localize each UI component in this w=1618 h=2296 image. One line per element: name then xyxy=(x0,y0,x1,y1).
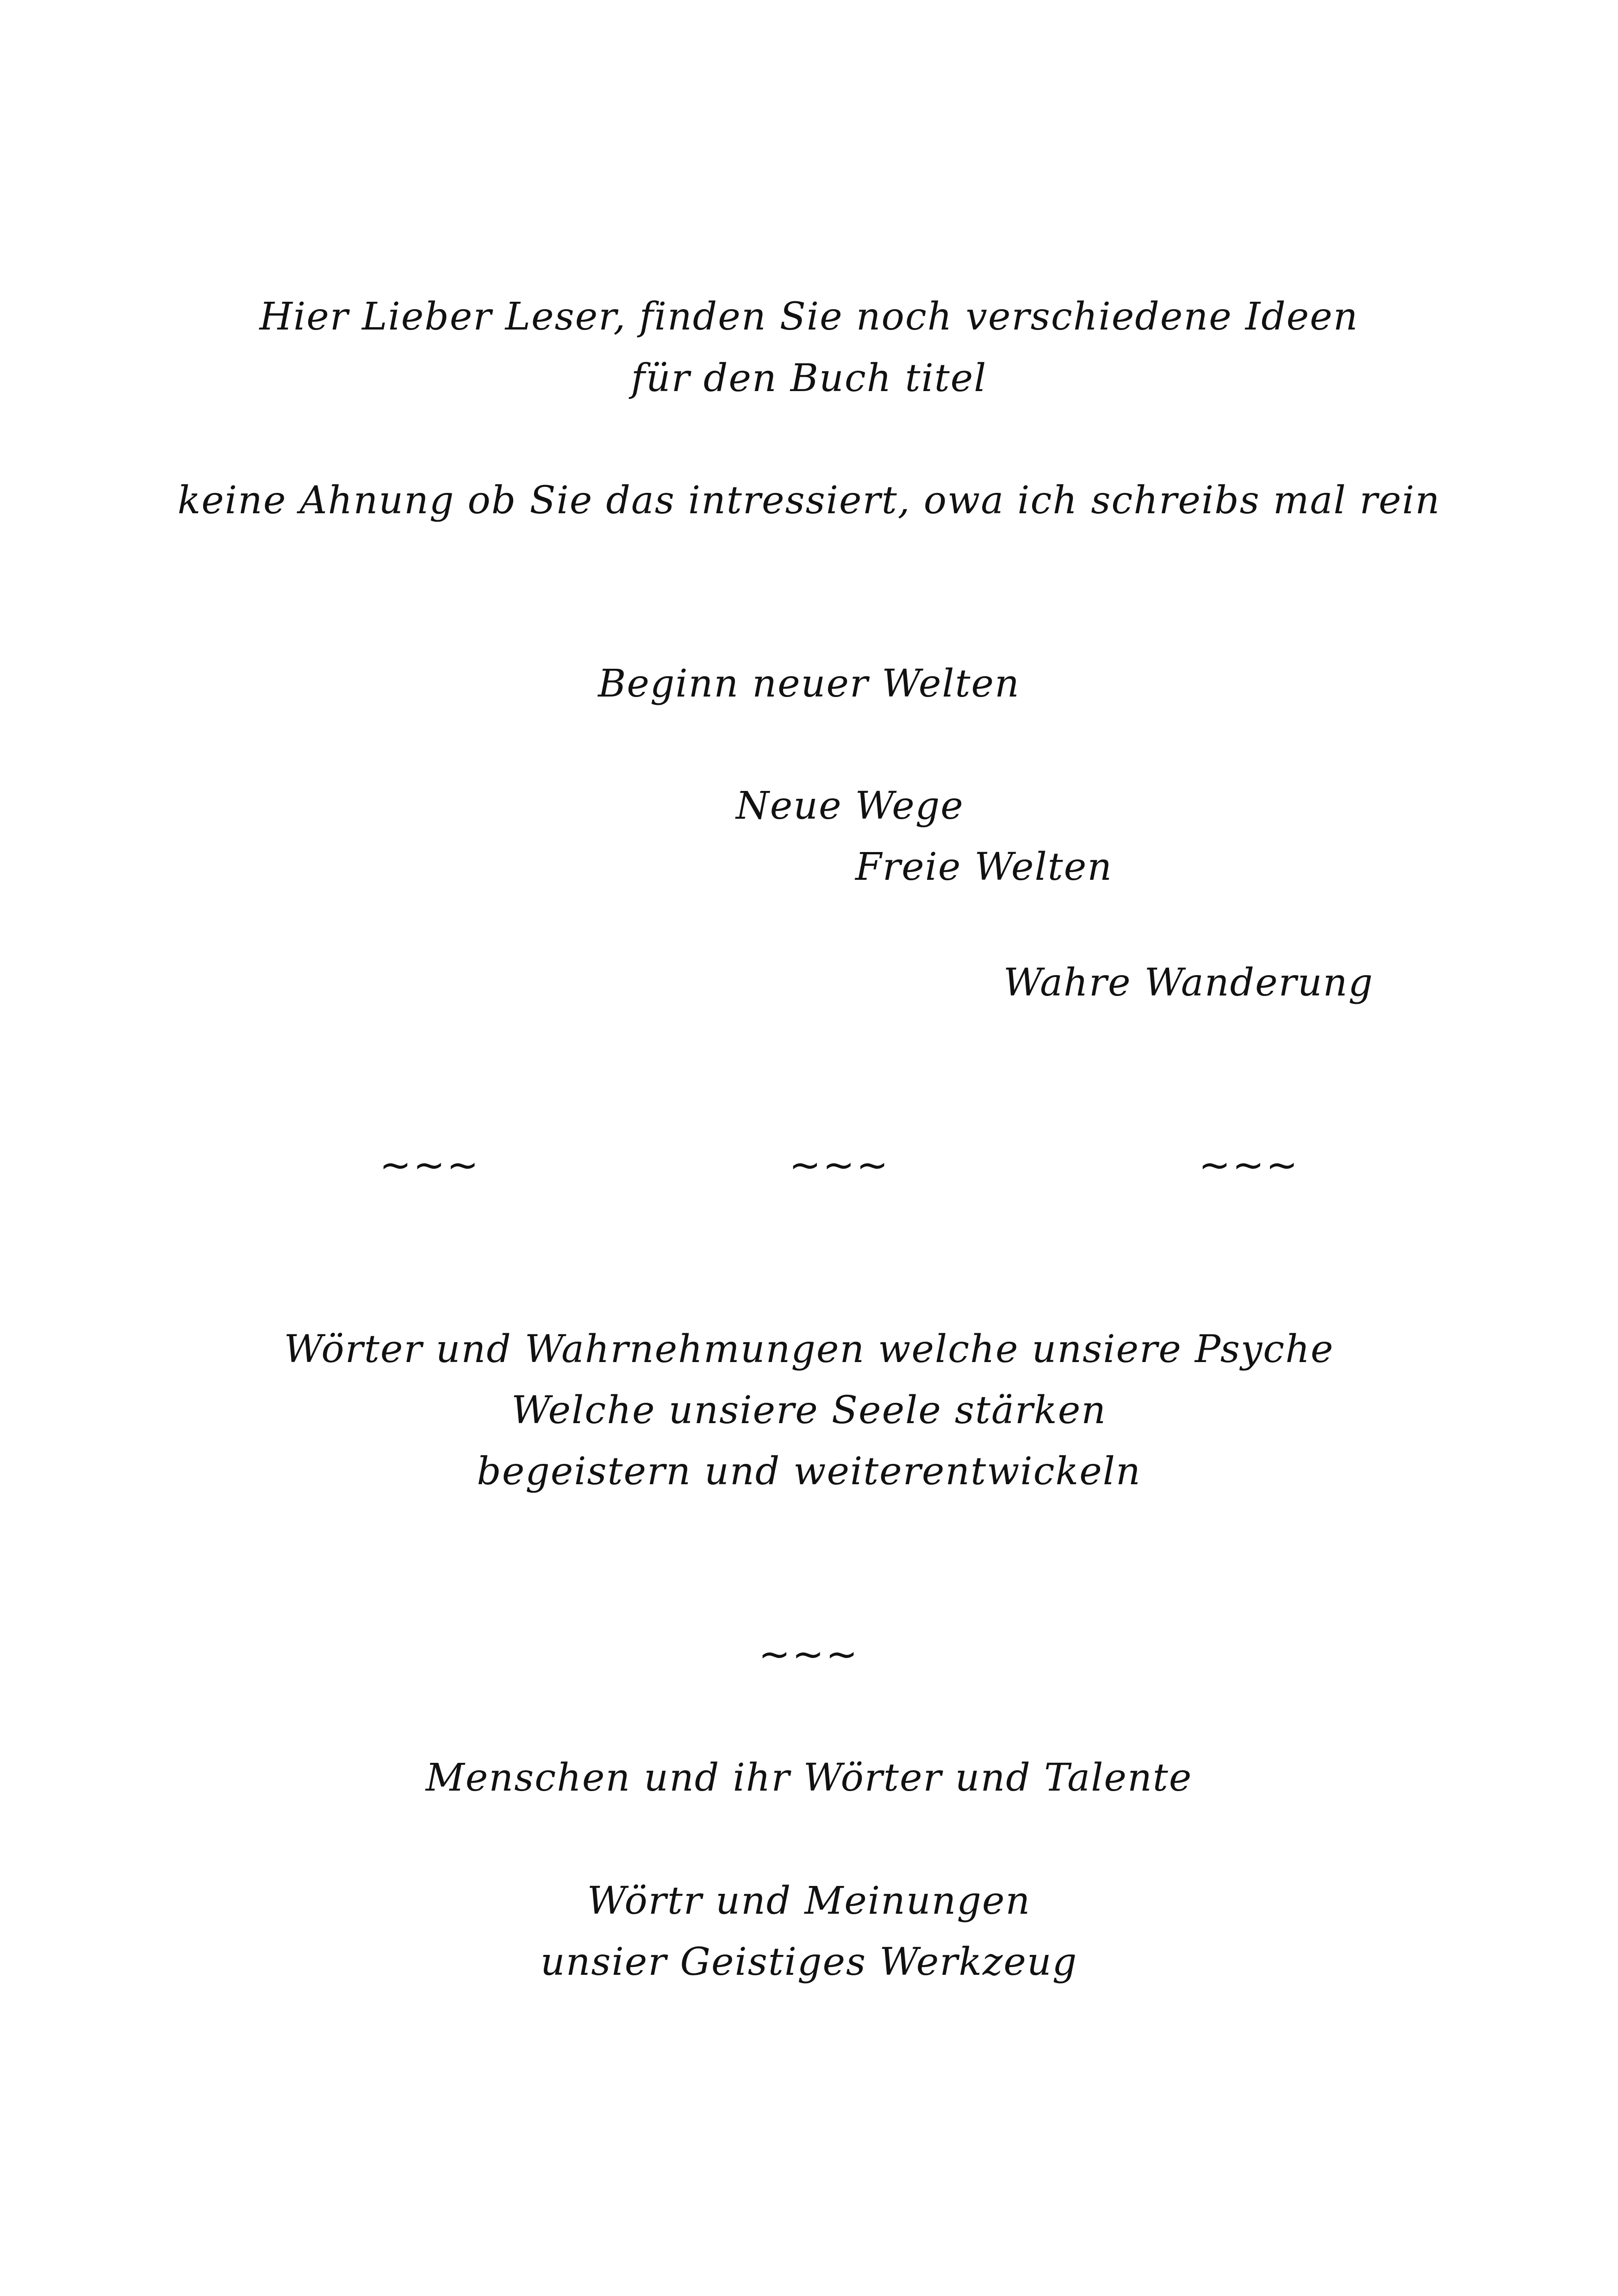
block2-line-2: Welche unsiere Seele stärken xyxy=(511,1388,1107,1432)
separator-left: ~~~ xyxy=(380,1143,481,1187)
title-neue-wege: Neue Wege xyxy=(736,784,964,828)
separator-center: ~~~ xyxy=(789,1143,890,1187)
separator-single: ~~~ xyxy=(758,1632,860,1676)
intro-line-1: Hier Lieber Leser, finden Sie noch verschiedene Ideen xyxy=(259,295,1359,339)
title-freie-welten: Freie Welten xyxy=(855,845,1113,889)
block3-line-3: unsier Geistiges Werkzeug xyxy=(540,1940,1078,1984)
block2-line-3: begeistern und weiterentwickeln xyxy=(477,1450,1141,1493)
block2-line-1: Wörter und Wahrnehmungen welche unsiere Psyche xyxy=(284,1327,1334,1371)
block3-line-1: Menschen und ihr Wörter und Talente xyxy=(425,1756,1193,1800)
intro-line-3: keine Ahnung ob Sie das intressiert, owa ich schreibs mal rein xyxy=(177,479,1441,523)
block3-line-2: Wörtr und Meinungen xyxy=(587,1879,1031,1923)
intro-line-2: für den Buch titel xyxy=(631,356,987,400)
separator-right: ~~~ xyxy=(1199,1143,1300,1187)
title-beginn-neuer-welten: Beginn neuer Welten xyxy=(598,662,1020,706)
title-wahre-wanderung: Wahre Wanderung xyxy=(1003,961,1374,1005)
